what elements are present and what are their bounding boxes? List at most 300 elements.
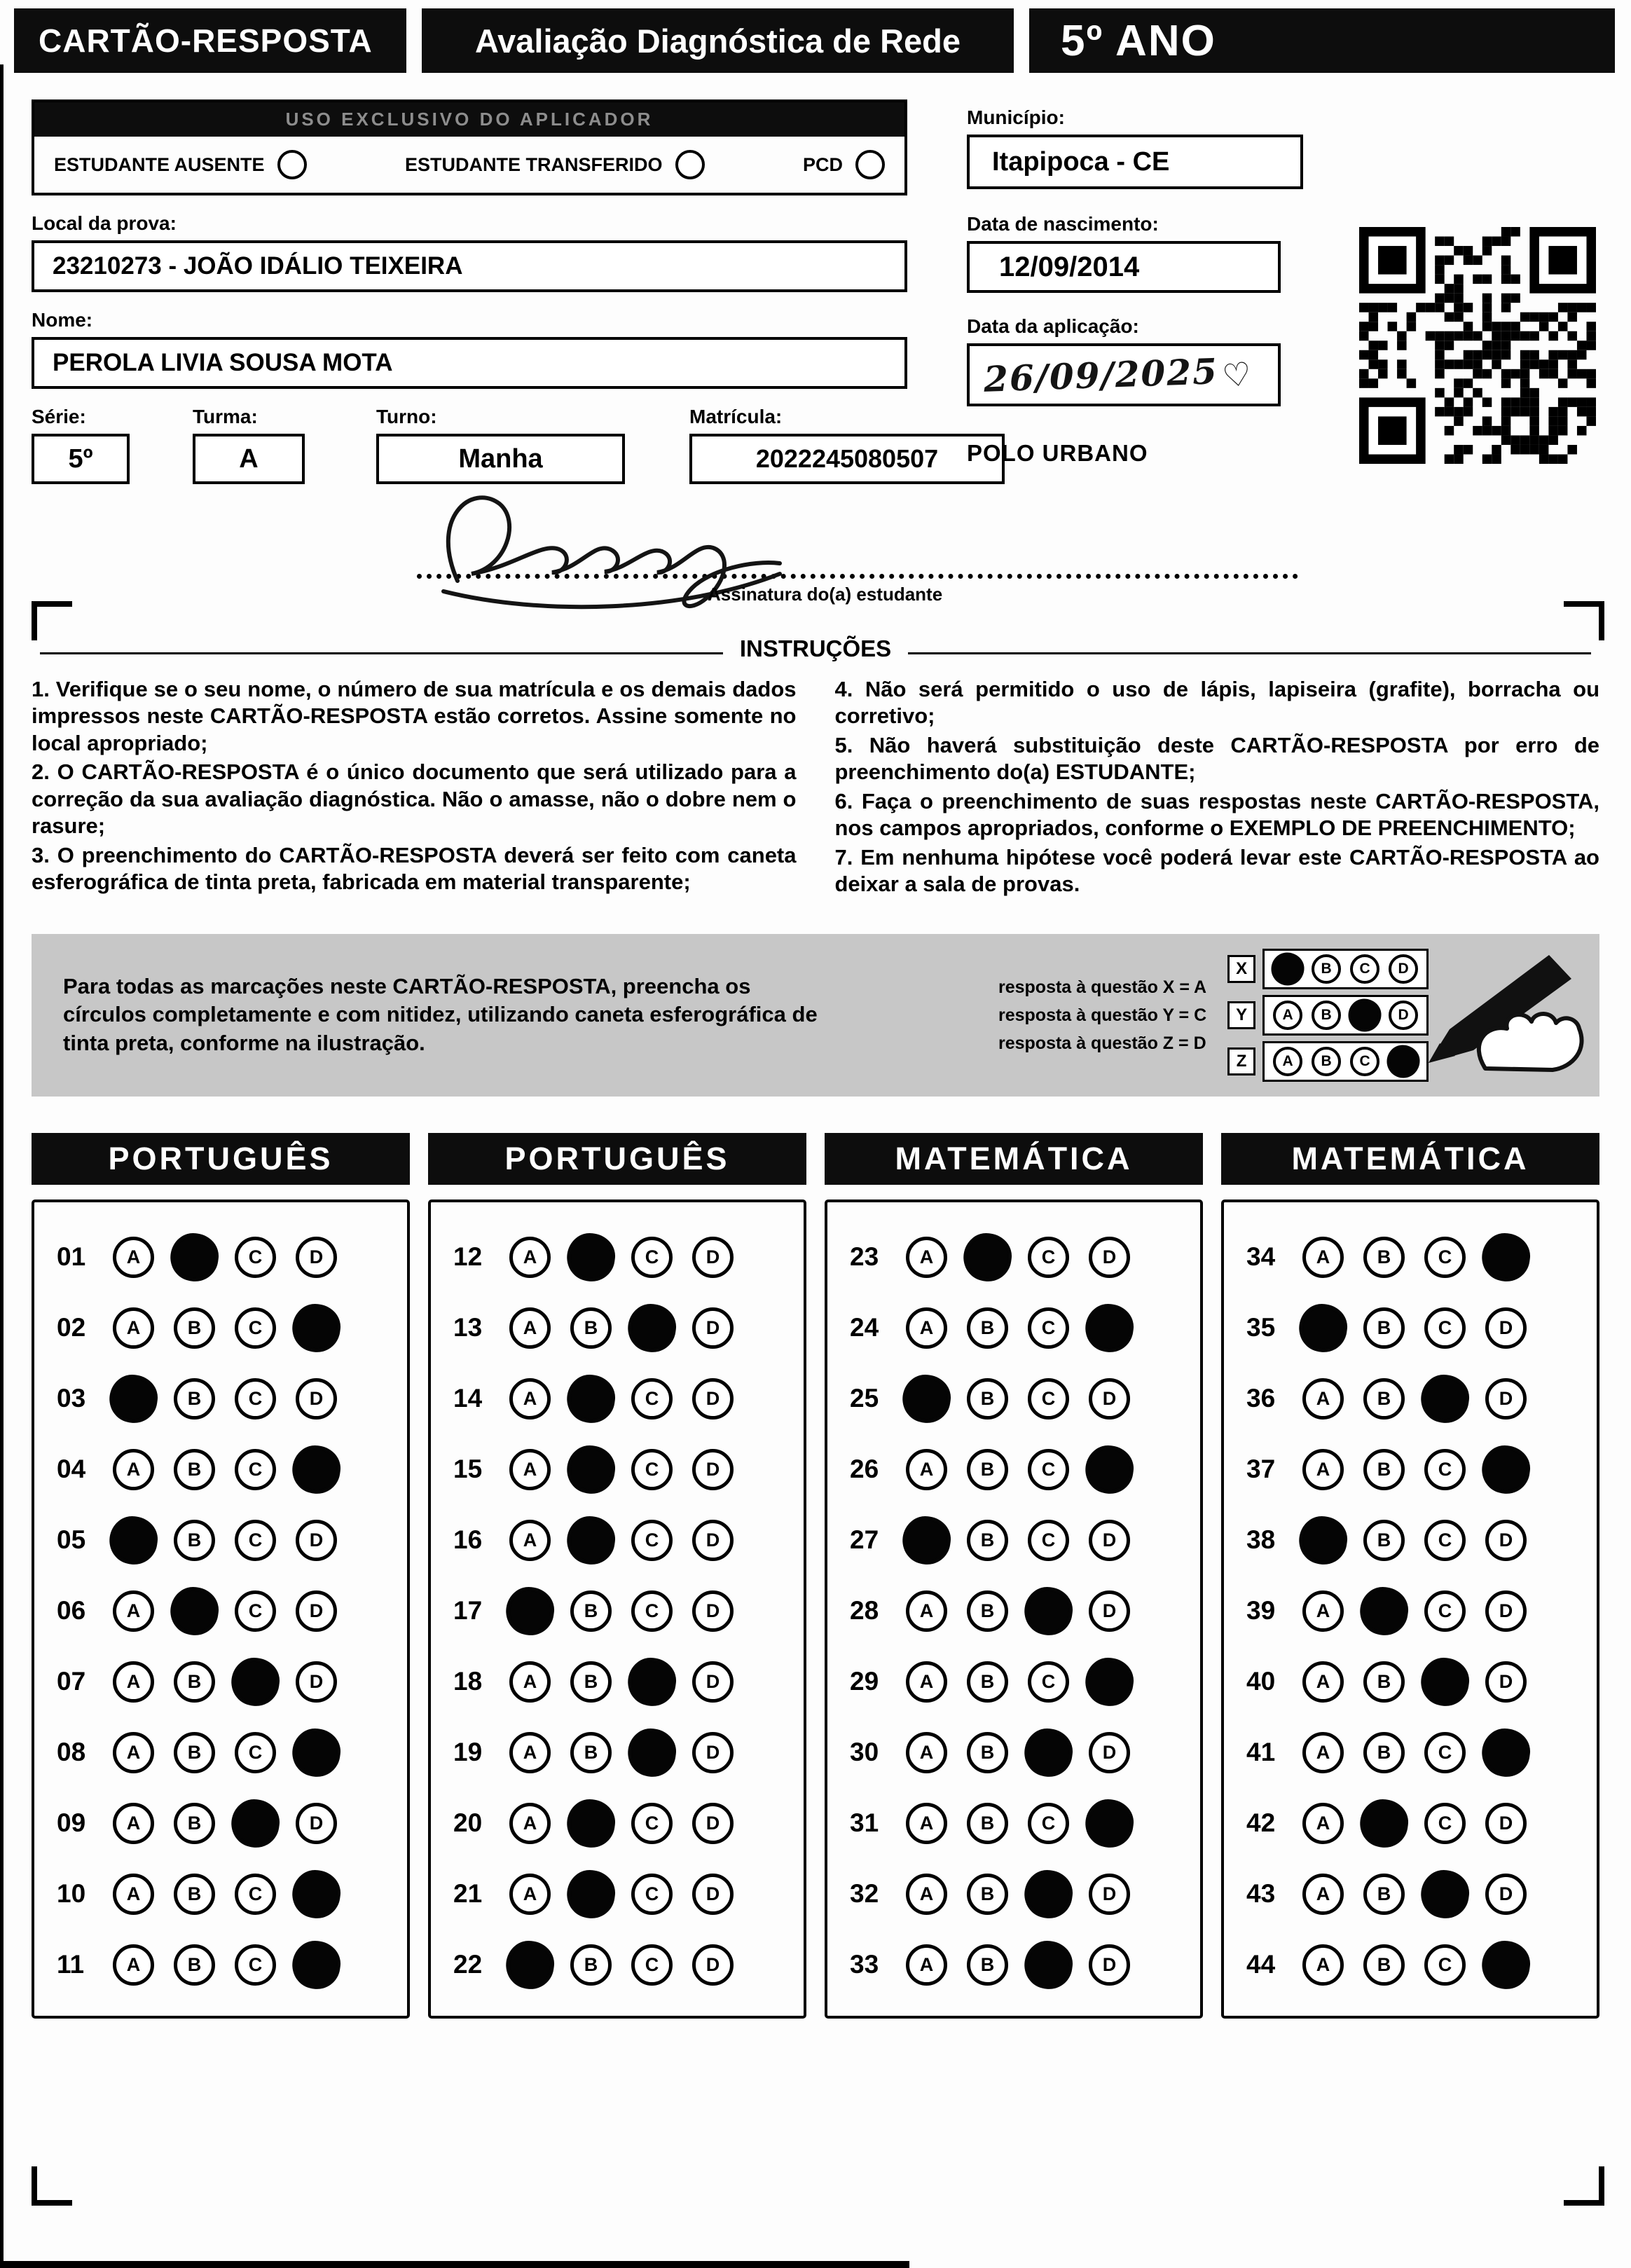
- answer-bubble-20-D[interactable]: D: [692, 1803, 734, 1844]
- answer-bubble-10-A[interactable]: A: [113, 1874, 154, 1915]
- answer-bubble-16-C[interactable]: C: [631, 1520, 673, 1561]
- question-row-03: [57, 1363, 407, 1434]
- corner-mark-bottom-left: [32, 2166, 72, 2206]
- question-row-02: [57, 1293, 407, 1363]
- question-row-32: [850, 1859, 1200, 1930]
- question-number: 07: [57, 1667, 86, 1696]
- answer-bubble-23-B[interactable]: [961, 1230, 1014, 1284]
- answer-bubble-35-B[interactable]: B: [1363, 1307, 1405, 1349]
- question-row-28: [850, 1576, 1200, 1647]
- answer-bubble-29-C[interactable]: C: [1028, 1661, 1069, 1703]
- answer-bubble-34-C[interactable]: C: [1424, 1237, 1466, 1278]
- answer-bubble-26-D[interactable]: [1082, 1442, 1136, 1496]
- answer-bubble-15-C[interactable]: C: [631, 1449, 673, 1490]
- section-title: MATEMÁTICA: [825, 1133, 1203, 1185]
- answer-bubble-05-A[interactable]: [106, 1513, 160, 1567]
- question-number: 28: [850, 1596, 879, 1625]
- answer-bubble-36-D[interactable]: D: [1485, 1378, 1527, 1420]
- question-number: 03: [57, 1384, 86, 1413]
- local-prova-field: 23210273 - JOÃO IDÁLIO TEIXEIRA: [32, 240, 907, 292]
- answer-bubble-34-A[interactable]: A: [1302, 1237, 1344, 1278]
- answer-bubble-19-C[interactable]: [625, 1725, 679, 1779]
- answer-bubble-35-C[interactable]: C: [1424, 1307, 1466, 1349]
- answer-bubble-27-C[interactable]: C: [1028, 1520, 1069, 1561]
- section-matematica-1: [825, 1133, 1203, 2019]
- answer-bubble-37-A[interactable]: A: [1302, 1449, 1344, 1490]
- example-row-x: [1227, 949, 1429, 989]
- answer-bubble-34-D[interactable]: [1479, 1230, 1533, 1284]
- answer-bubble-18-A[interactable]: A: [509, 1661, 551, 1703]
- answer-bubble-34-B[interactable]: B: [1363, 1237, 1405, 1278]
- answer-bubble-14-D[interactable]: D: [692, 1378, 734, 1420]
- aplicador-options: [34, 137, 904, 193]
- answer-bubble-09-B[interactable]: B: [174, 1803, 215, 1844]
- answer-bubble-06-C[interactable]: C: [235, 1590, 276, 1632]
- answer-bubble-15-D[interactable]: D: [692, 1449, 734, 1490]
- answer-bubble-07-D[interactable]: D: [296, 1661, 337, 1703]
- answer-bubble-04-C[interactable]: C: [235, 1449, 276, 1490]
- answer-bubble-05-C[interactable]: C: [235, 1520, 276, 1561]
- answer-bubble-36-B[interactable]: B: [1363, 1378, 1405, 1420]
- corner-mark-bottom-right: [1564, 2166, 1604, 2206]
- question-number: 18: [453, 1667, 483, 1696]
- answer-bubble-25-A[interactable]: [900, 1371, 954, 1425]
- answer-bubble-13-B[interactable]: B: [570, 1307, 612, 1349]
- instruction-item: 4. Não será permitido o uso de lápis, lapiseira (grafite), borracha ou corretivo;: [834, 677, 1599, 729]
- heart-doodle: ♡: [1220, 355, 1254, 395]
- question-row-42: [1246, 1788, 1597, 1859]
- answer-bubble-03-C[interactable]: C: [235, 1378, 276, 1420]
- question-row-44: [1246, 1930, 1597, 2000]
- estudante-ausente-label: ESTUDANTE AUSENTE: [54, 153, 265, 175]
- form-left-column: [32, 99, 939, 484]
- question-row-37: [1246, 1434, 1597, 1505]
- answer-bubble-21-C[interactable]: C: [631, 1874, 673, 1915]
- question-row-09: [57, 1788, 407, 1859]
- answer-bubble-37-C[interactable]: C: [1424, 1449, 1466, 1490]
- answer-bubble-20-B[interactable]: [564, 1796, 618, 1850]
- question-row-17: [453, 1576, 804, 1647]
- answer-bubble-15-A[interactable]: A: [509, 1449, 551, 1490]
- answer-bubble-14-A[interactable]: A: [509, 1378, 551, 1420]
- question-row-12: [453, 1222, 804, 1293]
- answer-bubble-36-C[interactable]: [1418, 1371, 1472, 1425]
- answer-bubble-18-B[interactable]: B: [570, 1661, 612, 1703]
- answer-bubble-30-D[interactable]: D: [1089, 1732, 1130, 1773]
- grade-badge: 5º ANO: [1029, 8, 1615, 73]
- instruction-item: 3. O preenchimento do CARTÃO-RESPOSTA deverá ser feito com caneta esferográfica de tinta preta, fabricada em material transparente;: [32, 842, 797, 895]
- answer-bubble-28-D[interactable]: D: [1089, 1590, 1130, 1632]
- question-row-04: [57, 1434, 407, 1505]
- question-number: 37: [1246, 1455, 1276, 1483]
- question-number: 34: [1246, 1242, 1276, 1271]
- answer-bubble-32-B[interactable]: B: [967, 1874, 1008, 1915]
- serie-group: [32, 390, 130, 484]
- answer-bubble-31-C[interactable]: C: [1028, 1803, 1069, 1844]
- answer-bubble-25-D[interactable]: D: [1089, 1378, 1130, 1420]
- turma-label: Turma:: [193, 406, 258, 427]
- answer-bubble-04-D[interactable]: [289, 1442, 343, 1496]
- scan-artifact-bottom-bar: [0, 2261, 909, 2268]
- answer-bubble-14-B[interactable]: [564, 1371, 618, 1425]
- question-row-20: [453, 1788, 804, 1859]
- answer-bubble-37-B[interactable]: B: [1363, 1449, 1405, 1490]
- question-number: 01: [57, 1242, 86, 1271]
- example-bubble-Z-D: [1387, 1045, 1420, 1078]
- answer-bubble-13-A[interactable]: A: [509, 1307, 551, 1349]
- serie-label: Série:: [32, 406, 86, 427]
- answer-bubble-43-B[interactable]: B: [1363, 1874, 1405, 1915]
- answer-bubble-38-C[interactable]: C: [1424, 1520, 1466, 1561]
- question-number: 22: [453, 1950, 483, 1979]
- answer-bubble-29-D[interactable]: [1082, 1654, 1136, 1708]
- answer-bubble-03-B[interactable]: B: [174, 1378, 215, 1420]
- answer-bubble-12-D[interactable]: D: [692, 1237, 734, 1278]
- answer-bubble-07-B[interactable]: B: [174, 1661, 215, 1703]
- answer-bubble-40-A[interactable]: A: [1302, 1661, 1344, 1703]
- answer-bubble-38-D[interactable]: D: [1485, 1520, 1527, 1561]
- fill-example-box: [32, 934, 1599, 1097]
- question-row-33: [850, 1930, 1200, 2000]
- estudante-transferido-option: [405, 150, 705, 179]
- answer-bubble-18-C[interactable]: [625, 1654, 679, 1708]
- question-number: 24: [850, 1313, 879, 1342]
- answer-bubble-22-B[interactable]: B: [570, 1944, 612, 1986]
- estudante-transferido-bubble[interactable]: [675, 150, 705, 179]
- instructions-title: INSTRUÇÕES: [723, 635, 908, 661]
- question-number: 16: [453, 1525, 483, 1554]
- answer-bubble-05-B[interactable]: B: [174, 1520, 215, 1561]
- header: [14, 8, 1615, 73]
- answer-bubble-01-C[interactable]: C: [235, 1237, 276, 1278]
- answer-bubble-36-A[interactable]: A: [1302, 1378, 1344, 1420]
- question-row-15: [453, 1434, 804, 1505]
- answer-bubble-40-B[interactable]: B: [1363, 1661, 1405, 1703]
- answer-bubble-08-A[interactable]: A: [113, 1732, 154, 1773]
- estudante-ausente-option: [54, 150, 307, 179]
- answer-bubble-33-D[interactable]: D: [1089, 1944, 1130, 1986]
- question-row-41: [1246, 1717, 1597, 1788]
- answer-bubble-42-B[interactable]: [1357, 1796, 1411, 1850]
- answer-sections: [32, 1133, 1599, 2019]
- answer-bubble-09-A[interactable]: A: [113, 1803, 154, 1844]
- answer-bubble-16-A[interactable]: A: [509, 1520, 551, 1561]
- section-body: [32, 1200, 410, 2019]
- nome-label: Nome:: [32, 309, 93, 331]
- answer-bubble-11-C[interactable]: C: [235, 1944, 276, 1986]
- example-bubble-Y-A: A: [1273, 1001, 1302, 1030]
- answer-bubble-09-C[interactable]: [228, 1796, 282, 1850]
- pcd-option: [803, 150, 885, 179]
- answer-bubble-32-D[interactable]: D: [1089, 1874, 1130, 1915]
- answer-bubble-06-B[interactable]: [167, 1583, 221, 1637]
- answer-bubble-41-D[interactable]: [1479, 1725, 1533, 1779]
- answer-bubble-31-A[interactable]: A: [906, 1803, 947, 1844]
- answer-bubble-35-D[interactable]: D: [1485, 1307, 1527, 1349]
- example-row-y: [1227, 995, 1429, 1036]
- answer-bubble-33-B[interactable]: B: [967, 1944, 1008, 1986]
- question-number: 41: [1246, 1738, 1276, 1766]
- answer-bubble-09-D[interactable]: D: [296, 1803, 337, 1844]
- answer-bubble-16-D[interactable]: D: [692, 1520, 734, 1561]
- answer-bubble-02-B[interactable]: B: [174, 1307, 215, 1349]
- question-row-07: [57, 1647, 407, 1717]
- question-row-26: [850, 1434, 1200, 1505]
- question-number: 04: [57, 1455, 86, 1483]
- answer-bubble-26-B[interactable]: B: [967, 1449, 1008, 1490]
- answer-bubble-42-D[interactable]: D: [1485, 1803, 1527, 1844]
- answer-bubble-40-D[interactable]: D: [1485, 1661, 1527, 1703]
- pcd-bubble[interactable]: [855, 150, 885, 179]
- question-number: 35: [1246, 1313, 1276, 1342]
- answer-bubble-16-B[interactable]: [564, 1513, 618, 1567]
- answer-bubble-37-D[interactable]: [1479, 1442, 1533, 1496]
- answer-bubble-03-A[interactable]: [106, 1371, 160, 1425]
- answer-bubble-39-A[interactable]: A: [1302, 1590, 1344, 1632]
- answer-bubble-22-D[interactable]: D: [692, 1944, 734, 1986]
- question-row-11: [57, 1930, 407, 2000]
- local-prova-label: Local da prova:: [32, 212, 177, 234]
- instruction-item: 1. Verifique se o seu nome, o número de sua matrícula e os demais dados impressos neste CARTÃO-RESPOSTA estão corretos. Assine somente no local apropriado;: [32, 677, 797, 755]
- fill-example-grid: [1227, 949, 1429, 1082]
- answer-bubble-19-A[interactable]: A: [509, 1732, 551, 1773]
- answer-bubble-19-B[interactable]: B: [570, 1732, 612, 1773]
- answer-bubble-27-A[interactable]: [900, 1513, 954, 1567]
- example-bubble-Z-B: B: [1312, 1047, 1341, 1076]
- answer-bubble-44-C[interactable]: C: [1424, 1944, 1466, 1986]
- answer-bubble-28-C[interactable]: [1021, 1583, 1075, 1637]
- answer-bubble-29-A[interactable]: A: [906, 1661, 947, 1703]
- question-row-36: [1246, 1363, 1597, 1434]
- question-row-19: [453, 1717, 804, 1788]
- answer-bubble-42-C[interactable]: C: [1424, 1803, 1466, 1844]
- answer-bubble-39-B[interactable]: [1357, 1583, 1411, 1637]
- answer-bubble-04-B[interactable]: B: [174, 1449, 215, 1490]
- instruction-item: 6. Faça o preenchimento de suas respostas neste CARTÃO-RESPOSTA, nos campos apropriados, conforme o EXEMPLO DE PREENCHIMENTO;: [834, 788, 1599, 841]
- answer-bubble-26-A[interactable]: A: [906, 1449, 947, 1490]
- answer-bubble-03-D[interactable]: D: [296, 1378, 337, 1420]
- answer-bubble-38-B[interactable]: B: [1363, 1520, 1405, 1561]
- answer-bubble-02-C[interactable]: C: [235, 1307, 276, 1349]
- answer-bubble-44-D[interactable]: [1479, 1937, 1533, 1991]
- answer-bubble-24-B[interactable]: B: [967, 1307, 1008, 1349]
- exam-title: Avaliação Diagnóstica de Rede: [422, 8, 1014, 73]
- answer-bubble-07-A[interactable]: A: [113, 1661, 154, 1703]
- question-row-23: [850, 1222, 1200, 1293]
- answer-bubble-06-A[interactable]: A: [113, 1590, 154, 1632]
- answer-bubble-14-C[interactable]: C: [631, 1378, 673, 1420]
- instructions-column-2: [835, 676, 1600, 900]
- answer-bubble-44-A[interactable]: A: [1302, 1944, 1344, 1986]
- aplicacao-field: [967, 343, 1281, 406]
- fill-example-legend: [998, 973, 1206, 1057]
- answer-bubble-43-C[interactable]: [1418, 1867, 1472, 1920]
- answer-bubble-29-B[interactable]: B: [967, 1661, 1008, 1703]
- answer-bubble-15-B[interactable]: [564, 1442, 618, 1496]
- question-row-43: [1246, 1859, 1597, 1930]
- answer-bubble-05-D[interactable]: D: [296, 1520, 337, 1561]
- answer-bubble-02-A[interactable]: A: [113, 1307, 154, 1349]
- answer-bubble-43-A[interactable]: A: [1302, 1874, 1344, 1915]
- answer-bubble-25-C[interactable]: C: [1028, 1378, 1069, 1420]
- question-row-22: [453, 1930, 804, 2000]
- answer-bubble-12-B[interactable]: [564, 1230, 618, 1284]
- answer-bubble-17-C[interactable]: C: [631, 1590, 673, 1632]
- answer-bubble-30-C[interactable]: [1021, 1725, 1075, 1779]
- answer-bubble-21-D[interactable]: D: [692, 1874, 734, 1915]
- answer-bubble-41-A[interactable]: A: [1302, 1732, 1344, 1773]
- answer-bubble-33-A[interactable]: A: [906, 1944, 947, 1986]
- answer-bubble-24-D[interactable]: [1082, 1300, 1136, 1354]
- answer-bubble-44-B[interactable]: B: [1363, 1944, 1405, 1986]
- aplicacao-handwritten-date: 26/09/2025: [983, 350, 1219, 400]
- answer-bubble-21-B[interactable]: [564, 1867, 618, 1920]
- answer-bubble-41-C[interactable]: C: [1424, 1732, 1466, 1773]
- section-body: [428, 1200, 806, 2019]
- answer-bubble-24-C[interactable]: C: [1028, 1307, 1069, 1349]
- question-number: 44: [1246, 1950, 1276, 1979]
- estudante-ausente-bubble[interactable]: [277, 150, 307, 179]
- answer-bubble-06-D[interactable]: D: [296, 1590, 337, 1632]
- answer-bubble-11-D[interactable]: [289, 1937, 343, 1991]
- example-bubble-Y-C: [1349, 998, 1382, 1031]
- form-right-column: [967, 99, 1317, 484]
- signature-area: [32, 495, 1599, 620]
- answer-bubble-04-A[interactable]: A: [113, 1449, 154, 1490]
- answer-bubble-28-A[interactable]: A: [906, 1590, 947, 1632]
- answer-bubble-02-D[interactable]: [289, 1300, 343, 1354]
- question-row-27: [850, 1505, 1200, 1576]
- example-bubble-strip: [1262, 995, 1429, 1036]
- answer-bubble-18-D[interactable]: D: [692, 1661, 734, 1703]
- answer-bubble-01-A[interactable]: A: [113, 1237, 154, 1278]
- answer-bubble-21-A[interactable]: A: [509, 1874, 551, 1915]
- answer-bubble-38-A[interactable]: [1296, 1513, 1350, 1567]
- answer-bubble-39-C[interactable]: C: [1424, 1590, 1466, 1632]
- question-number: 39: [1246, 1596, 1276, 1625]
- answer-bubble-28-B[interactable]: B: [967, 1590, 1008, 1632]
- answer-bubble-10-C[interactable]: C: [235, 1874, 276, 1915]
- answer-bubble-27-B[interactable]: B: [967, 1520, 1008, 1561]
- question-number: 19: [453, 1738, 483, 1766]
- answer-bubble-13-D[interactable]: D: [692, 1307, 734, 1349]
- question-row-08: [57, 1717, 407, 1788]
- answer-bubble-19-D[interactable]: D: [692, 1732, 734, 1773]
- question-row-16: [453, 1505, 804, 1576]
- instruction-item: 7. Em nenhuma hipótese você poderá levar este CARTÃO-RESPOSTA ao deixar a sala de provas.: [834, 844, 1599, 897]
- section-matematica-2: [1221, 1133, 1599, 2019]
- question-row-35: [1246, 1293, 1597, 1363]
- answer-bubble-11-B[interactable]: B: [174, 1944, 215, 1986]
- example-bubble-Z-C: C: [1350, 1047, 1379, 1076]
- question-row-39: [1246, 1576, 1597, 1647]
- question-number: 09: [57, 1808, 86, 1837]
- fill-example-text: Para todas as marcações neste CARTÃO-RESPOSTA, preencha os círculos completamente e com nitidez, utilizando caneta esferográfica de tinta preta, conforme na ilustração.: [63, 974, 818, 1055]
- question-number: 08: [57, 1738, 86, 1766]
- answer-bubble-30-B[interactable]: B: [967, 1732, 1008, 1773]
- aplicacao-label: Data da aplicação:: [967, 315, 1139, 337]
- answer-bubble-20-C[interactable]: C: [631, 1803, 673, 1844]
- answer-bubble-08-D[interactable]: [289, 1725, 343, 1779]
- answer-bubble-12-C[interactable]: C: [631, 1237, 673, 1278]
- example-bubble-X-B: B: [1312, 954, 1341, 984]
- example-row-label: Z: [1227, 1047, 1255, 1075]
- answer-bubble-33-C[interactable]: [1021, 1937, 1075, 1991]
- question-row-14: [453, 1363, 804, 1434]
- qr-code: [1359, 227, 1599, 467]
- example-row-label: X: [1227, 955, 1255, 983]
- answer-bubble-27-D[interactable]: D: [1089, 1520, 1130, 1561]
- instructions: [32, 676, 1599, 900]
- answer-bubble-23-A[interactable]: A: [906, 1237, 947, 1278]
- question-number: 11: [57, 1950, 85, 1979]
- answer-bubble-25-B[interactable]: B: [967, 1378, 1008, 1420]
- answer-bubble-23-D[interactable]: D: [1089, 1237, 1130, 1278]
- serie-field: 5º: [32, 434, 130, 484]
- legend-line-z: resposta à questão Z = D: [998, 1033, 1206, 1053]
- answer-bubble-39-D[interactable]: D: [1485, 1590, 1527, 1632]
- question-number: 21: [453, 1879, 483, 1908]
- answer-bubble-26-C[interactable]: C: [1028, 1449, 1069, 1490]
- section-body: [825, 1200, 1203, 2019]
- answer-bubble-17-D[interactable]: D: [692, 1590, 734, 1632]
- question-row-13: [453, 1293, 804, 1363]
- answer-bubble-20-A[interactable]: A: [509, 1803, 551, 1844]
- section-title: PORTUGUÊS: [32, 1133, 410, 1185]
- answer-bubble-08-C[interactable]: C: [235, 1732, 276, 1773]
- answer-bubble-31-D[interactable]: [1082, 1796, 1136, 1850]
- answer-bubble-17-A[interactable]: [503, 1583, 557, 1637]
- answer-bubble-42-A[interactable]: A: [1302, 1803, 1344, 1844]
- legend-line-x: resposta à questão X = A: [998, 977, 1207, 997]
- question-row-10: [57, 1859, 407, 1930]
- answer-bubble-43-D[interactable]: D: [1485, 1874, 1527, 1915]
- answer-bubble-12-A[interactable]: A: [509, 1237, 551, 1278]
- question-row-29: [850, 1647, 1200, 1717]
- question-number: 12: [453, 1242, 483, 1271]
- answer-bubble-08-B[interactable]: B: [174, 1732, 215, 1773]
- answer-bubble-22-A[interactable]: [503, 1937, 557, 1991]
- answer-bubble-23-C[interactable]: C: [1028, 1237, 1069, 1278]
- answer-bubble-17-B[interactable]: B: [570, 1590, 612, 1632]
- answer-bubble-07-C[interactable]: [228, 1654, 282, 1708]
- question-row-40: [1246, 1647, 1597, 1717]
- answer-bubble-22-C[interactable]: C: [631, 1944, 673, 1986]
- answer-bubble-31-B[interactable]: B: [967, 1803, 1008, 1844]
- answer-bubble-01-B[interactable]: [167, 1230, 221, 1284]
- answer-bubble-10-B[interactable]: B: [174, 1874, 215, 1915]
- answer-bubble-41-B[interactable]: B: [1363, 1732, 1405, 1773]
- answer-bubble-01-D[interactable]: D: [296, 1237, 337, 1278]
- answer-bubble-40-C[interactable]: [1418, 1654, 1472, 1708]
- question-number: 10: [57, 1879, 86, 1908]
- answer-bubble-32-C[interactable]: [1021, 1867, 1075, 1920]
- example-bubble-X-D: D: [1389, 954, 1418, 984]
- answer-bubble-35-A[interactable]: [1296, 1300, 1350, 1354]
- municipio-label: Município:: [967, 106, 1065, 128]
- question-number: 25: [850, 1384, 879, 1413]
- answer-bubble-24-A[interactable]: A: [906, 1307, 947, 1349]
- answer-bubble-30-A[interactable]: A: [906, 1732, 947, 1773]
- answer-bubble-32-A[interactable]: A: [906, 1874, 947, 1915]
- example-row-label: Y: [1227, 1001, 1255, 1029]
- answer-bubble-10-D[interactable]: [289, 1867, 343, 1920]
- question-row-24: [850, 1293, 1200, 1363]
- answer-bubble-13-C[interactable]: [625, 1300, 679, 1354]
- answer-bubble-11-A[interactable]: A: [113, 1944, 154, 1986]
- instruction-item: 2. O CARTÃO-RESPOSTA é o único documento que será utilizado para a correção da sua avaliação diagnóstica. Não o amasse, não o dobre nem o rasure;: [32, 760, 797, 839]
- turno-field: Manha: [376, 434, 625, 484]
